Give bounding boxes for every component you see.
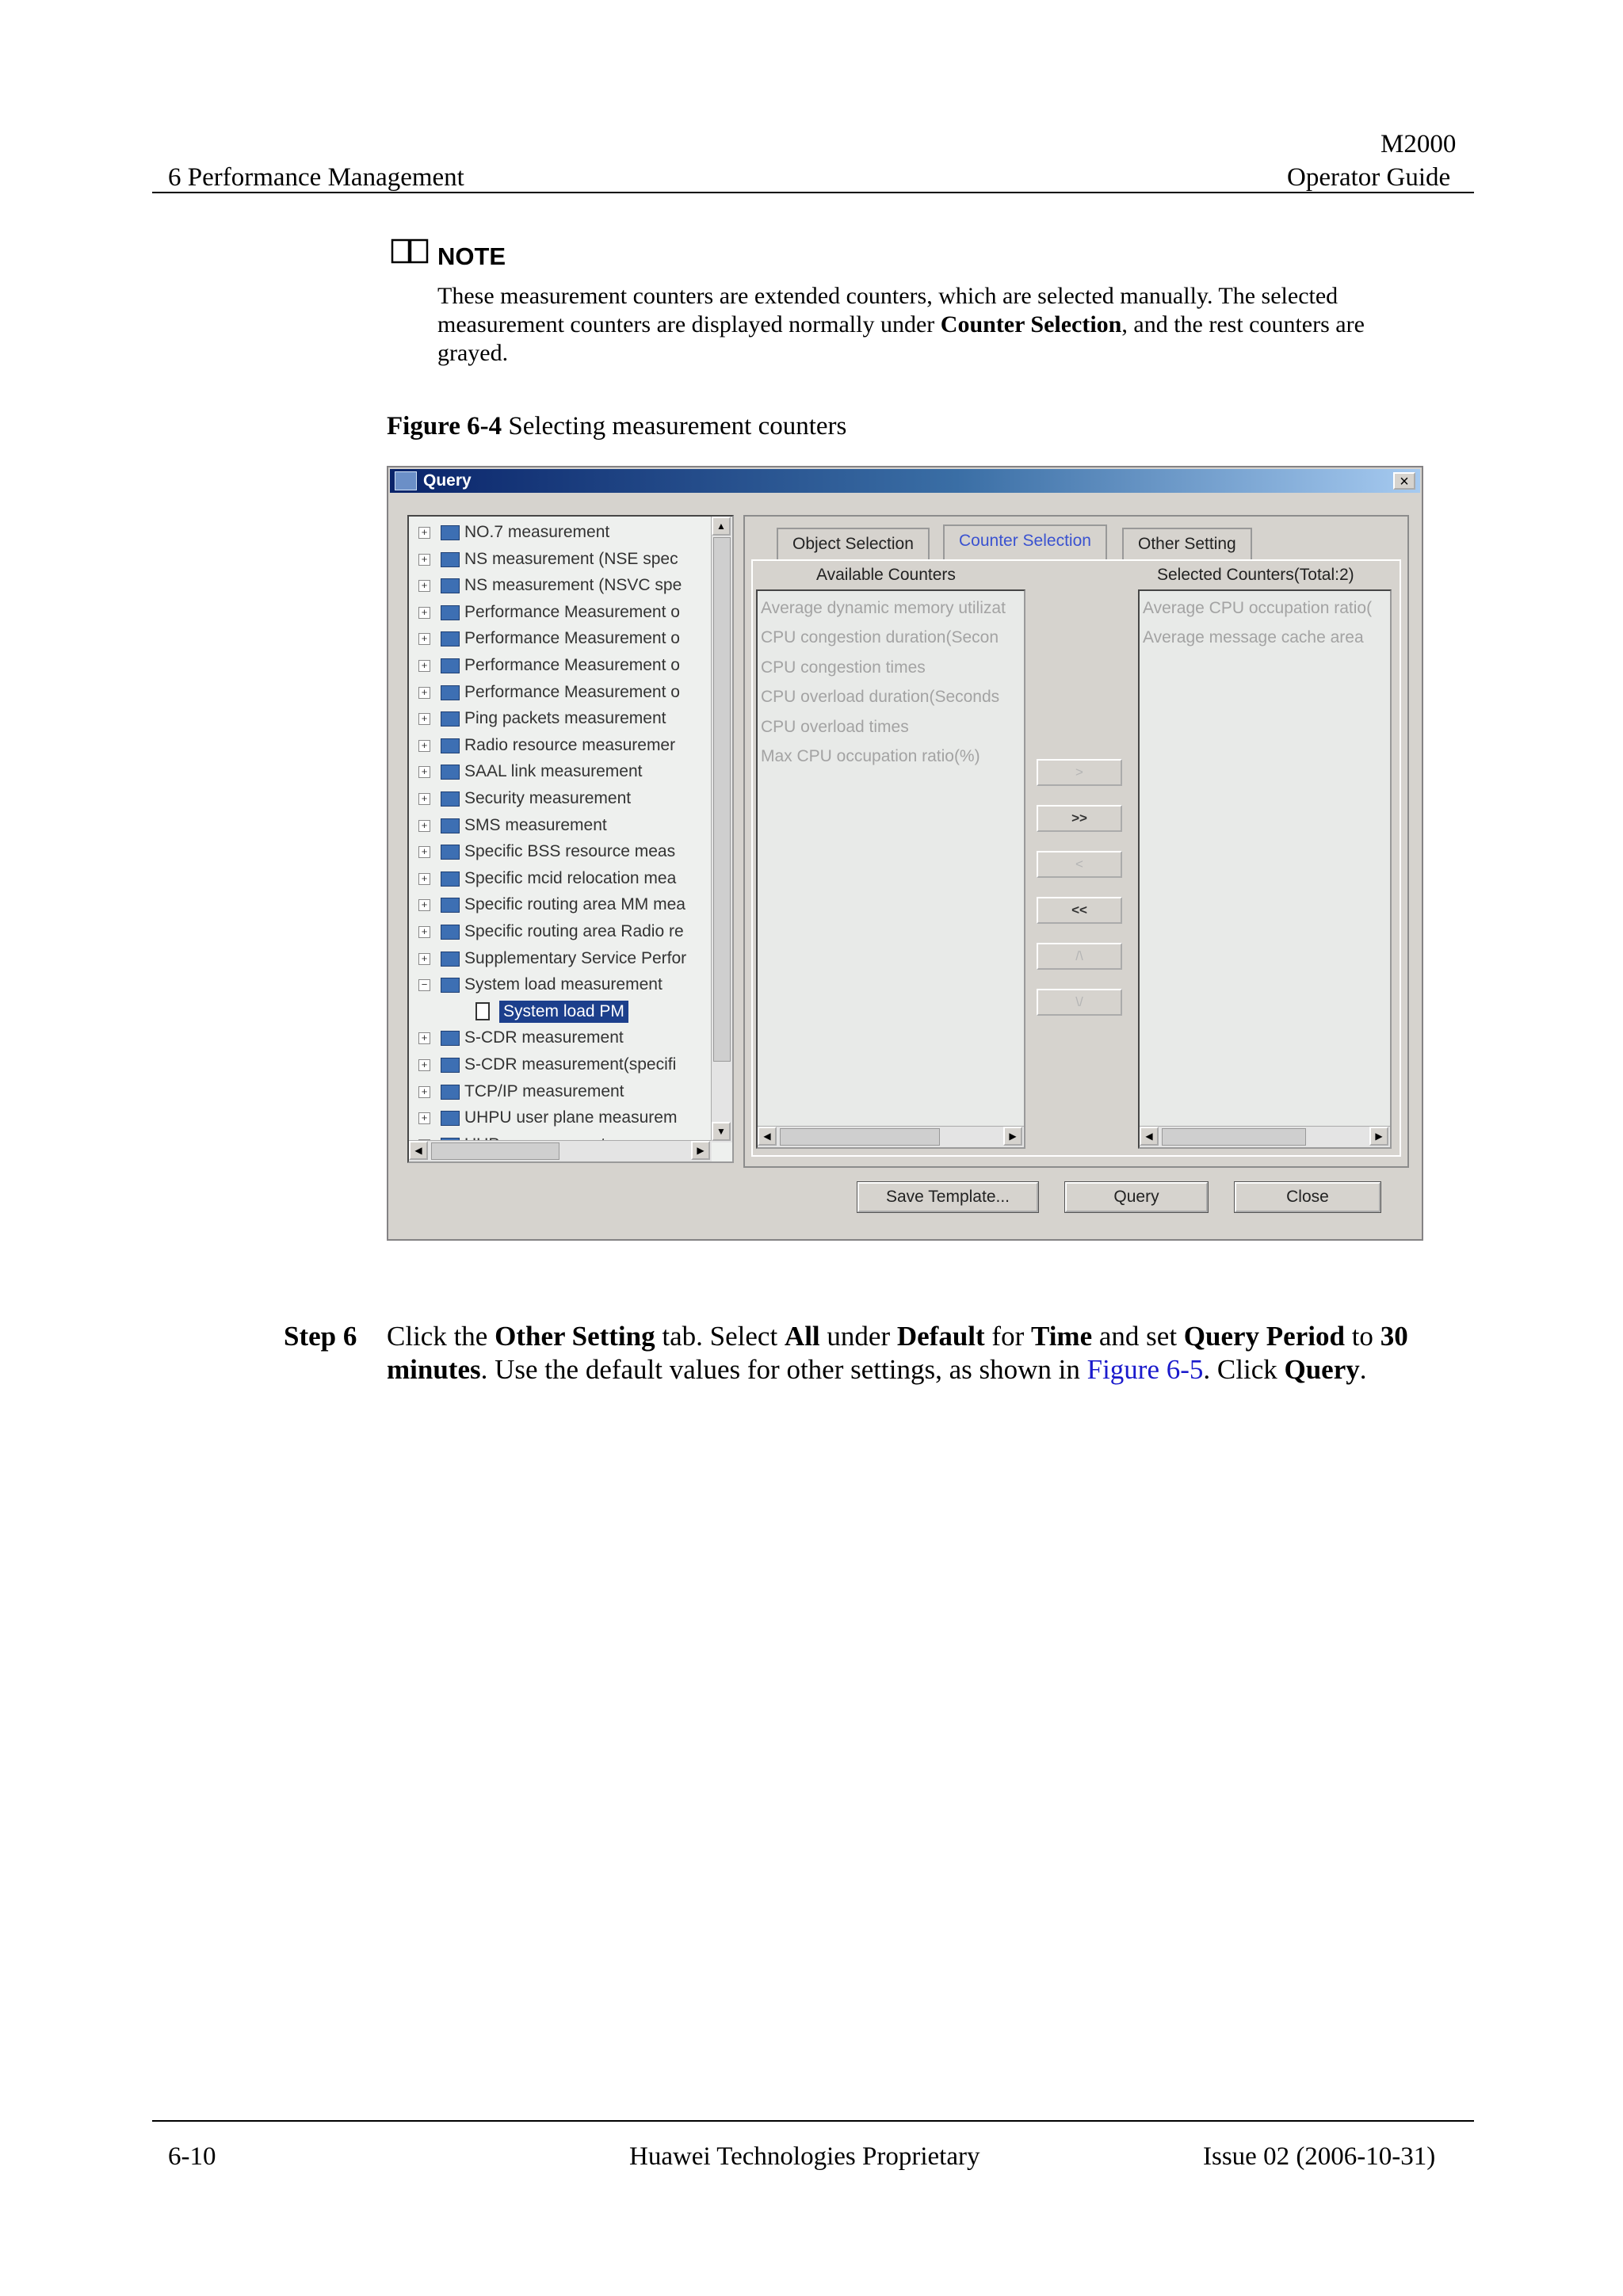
tree-item-label: Performance Measurement o bbox=[464, 602, 680, 621]
tree-item-label: Specific routing area MM mea bbox=[464, 895, 685, 914]
available-counter-item[interactable]: CPU overload duration(Seconds bbox=[761, 688, 1000, 707]
tree-vertical-scrollbar[interactable] bbox=[711, 517, 732, 1142]
expand-icon[interactable]: + bbox=[418, 607, 430, 619]
step-text: Click the Other Setting tab. Select All under Default for Time and set Query Period to 30 minutes. Use the default values for other settings, as shown in Figure 6-5. Click Query. bbox=[387, 1321, 1408, 1385]
tree-item[interactable] bbox=[409, 1052, 734, 1077]
tree-item[interactable] bbox=[409, 1025, 734, 1051]
remove-all-button[interactable]: << bbox=[1037, 897, 1122, 924]
folder-icon bbox=[441, 845, 460, 860]
expand-icon[interactable]: + bbox=[418, 899, 430, 911]
book-icon bbox=[390, 238, 430, 265]
tree-item-label: Performance Measurement o bbox=[464, 629, 680, 648]
folder-icon bbox=[441, 685, 460, 700]
expand-icon[interactable]: + bbox=[418, 527, 430, 539]
figure-caption: Figure 6-4 Selecting measurement counters bbox=[387, 412, 847, 441]
close-button[interactable]: Close bbox=[1235, 1182, 1381, 1212]
available-counter-item[interactable]: CPU congestion duration(Secon bbox=[761, 628, 999, 647]
folder-icon bbox=[441, 711, 460, 727]
collapse-icon[interactable]: − bbox=[418, 979, 430, 991]
move-up-button[interactable]: /\ bbox=[1037, 943, 1122, 970]
tree-item-label: Ping packets measurement bbox=[464, 709, 666, 728]
folder-icon bbox=[441, 578, 460, 593]
selected-counter-item[interactable]: Average message cache area bbox=[1143, 628, 1364, 647]
selected-counters-header: Selected Counters(Total:2) bbox=[1157, 566, 1354, 584]
tree-item-label: Radio resource measuremer bbox=[464, 735, 676, 754]
folder-icon bbox=[441, 738, 460, 753]
selected-hscrollbar[interactable] bbox=[1140, 1126, 1390, 1147]
folder-icon bbox=[441, 1085, 460, 1100]
folder-icon bbox=[441, 631, 460, 646]
tree-item[interactable] bbox=[409, 680, 734, 705]
scroll-left-icon[interactable]: ◀ bbox=[758, 1127, 777, 1146]
footer-company: Huawei Technologies Proprietary bbox=[629, 2142, 980, 2171]
tree-item[interactable] bbox=[409, 786, 734, 811]
expand-icon[interactable]: + bbox=[418, 766, 430, 778]
step-label: Step 6 bbox=[284, 1321, 357, 1352]
tree-item-label: Supplementary Service Perfor bbox=[464, 948, 687, 967]
save-template-button[interactable]: Save Template... bbox=[857, 1182, 1038, 1212]
expand-icon[interactable]: + bbox=[418, 660, 430, 672]
expand-icon[interactable]: + bbox=[418, 740, 430, 752]
app-icon bbox=[395, 471, 417, 490]
tree-hscroll-thumb[interactable] bbox=[431, 1142, 559, 1160]
expand-icon[interactable]: + bbox=[418, 687, 430, 699]
tree-item[interactable] bbox=[409, 733, 734, 758]
tree-item-label: NO.7 measurement bbox=[464, 523, 610, 541]
folder-icon bbox=[441, 978, 460, 993]
tree-item-label: NS measurement (NSVC spe bbox=[464, 576, 682, 595]
available-counter-item[interactable]: Max CPU occupation ratio(%) bbox=[761, 747, 980, 765]
expand-icon[interactable]: + bbox=[418, 1112, 430, 1124]
tree-item[interactable] bbox=[409, 653, 734, 678]
folder-icon bbox=[441, 552, 460, 567]
tree-item-label: NS measurement (NSE spec bbox=[464, 549, 678, 568]
tab-other-setting[interactable]: Other Setting bbox=[1122, 528, 1252, 559]
tree-item[interactable] bbox=[409, 813, 734, 838]
folder-icon bbox=[441, 765, 460, 780]
folder-icon bbox=[441, 605, 460, 620]
tree-item[interactable] bbox=[409, 1105, 734, 1131]
header-product: M2000 bbox=[1381, 130, 1457, 158]
expand-icon[interactable]: + bbox=[418, 713, 430, 725]
tab-object-selection[interactable]: Object Selection bbox=[777, 528, 930, 559]
tree-item-label: S-CDR measurement bbox=[464, 1028, 624, 1047]
expand-icon[interactable]: + bbox=[418, 873, 430, 885]
tab-counter-selection[interactable]: Counter Selection bbox=[943, 524, 1107, 561]
note-text: These measurement counters are extended counters, which are selected manually. The selected measurement counters are displayed normally under Counter Selection, and the rest counters are grayed. bbox=[437, 283, 1365, 366]
tree-item[interactable] bbox=[409, 573, 734, 598]
expand-icon[interactable]: + bbox=[418, 554, 430, 566]
close-icon[interactable]: × bbox=[1393, 472, 1415, 490]
tree-item[interactable] bbox=[409, 972, 734, 997]
folder-icon bbox=[441, 898, 460, 913]
note-title: NOTE bbox=[437, 242, 506, 270]
tree-item[interactable] bbox=[409, 706, 734, 731]
tree-item-label: Specific routing area Radio re bbox=[464, 922, 684, 940]
query-button[interactable]: Query bbox=[1065, 1182, 1208, 1212]
tree-item[interactable] bbox=[409, 520, 734, 545]
dialog-titlebar bbox=[390, 469, 1420, 493]
available-counter-item[interactable]: CPU congestion times bbox=[761, 658, 926, 677]
tree-item-label: Specific mcid relocation mea bbox=[464, 868, 677, 887]
folder-icon bbox=[441, 818, 460, 833]
scroll-left-icon[interactable]: ◀ bbox=[409, 1141, 428, 1160]
scroll-down-icon[interactable]: ▼ bbox=[712, 1122, 731, 1141]
scroll-left-icon[interactable]: ◀ bbox=[1140, 1127, 1159, 1146]
expand-icon[interactable]: + bbox=[418, 820, 430, 832]
tree-item-label: TCP/IP measurement bbox=[464, 1081, 624, 1100]
folder-icon bbox=[441, 1111, 460, 1126]
tree-item-selected[interactable] bbox=[409, 999, 734, 1024]
add-button[interactable]: > bbox=[1037, 759, 1122, 786]
move-down-button[interactable]: \/ bbox=[1037, 989, 1122, 1016]
header-guide: Operator Guide bbox=[1287, 163, 1451, 192]
tree-item-label: Security measurement bbox=[464, 789, 632, 807]
add-all-button[interactable]: >> bbox=[1037, 805, 1122, 832]
counter-selection-pane bbox=[751, 559, 1401, 1157]
footer-issue: Issue 02 (2006-10-31) bbox=[1203, 2142, 1436, 2171]
tree-item[interactable] bbox=[409, 547, 734, 572]
scroll-up-icon[interactable]: ▲ bbox=[712, 517, 731, 536]
footer-page: 6-10 bbox=[168, 2142, 216, 2171]
tree-item-label: S-CDR measurement(specifi bbox=[464, 1055, 677, 1074]
tree-item-label: UHPU user plane measurem bbox=[464, 1108, 678, 1127]
tree-item[interactable] bbox=[409, 1079, 734, 1104]
figure-6-5-link[interactable]: Figure 6-5 bbox=[1086, 1354, 1204, 1385]
document-icon bbox=[475, 1002, 490, 1020]
expand-icon[interactable]: + bbox=[418, 633, 430, 645]
expand-icon[interactable]: + bbox=[418, 846, 430, 858]
folder-icon bbox=[441, 658, 460, 673]
expand-icon[interactable]: + bbox=[418, 926, 430, 938]
tree-item[interactable] bbox=[409, 600, 734, 625]
tree-item[interactable] bbox=[409, 626, 734, 651]
tree-item-label: System load measurement bbox=[464, 975, 663, 994]
tree-item-label: Performance Measurement o bbox=[464, 656, 680, 674]
available-hscroll-thumb[interactable] bbox=[780, 1128, 940, 1146]
expand-icon[interactable]: + bbox=[418, 1059, 430, 1071]
expand-icon[interactable]: + bbox=[418, 580, 430, 592]
available-counter-item[interactable]: CPU overload times bbox=[761, 717, 909, 736]
expand-icon[interactable]: + bbox=[418, 953, 430, 965]
expand-icon[interactable]: + bbox=[418, 1032, 430, 1044]
tree-item[interactable] bbox=[409, 759, 734, 784]
tree-item-label: Performance Measurement o bbox=[464, 682, 680, 701]
folder-icon bbox=[441, 925, 460, 940]
tree-item-label: SAAL link measurement bbox=[464, 762, 643, 781]
query-dialog bbox=[387, 466, 1423, 1241]
tree-item-label: System load PM bbox=[499, 1001, 628, 1023]
scroll-right-icon[interactable]: ▶ bbox=[1003, 1127, 1022, 1146]
tree-item[interactable] bbox=[409, 892, 734, 917]
selected-hscroll-thumb[interactable] bbox=[1162, 1128, 1306, 1146]
remove-button[interactable]: < bbox=[1037, 851, 1122, 878]
tree-item[interactable] bbox=[409, 866, 734, 891]
selected-counters-list[interactable] bbox=[1138, 589, 1392, 1149]
tree-scroll-thumb[interactable] bbox=[713, 537, 731, 1062]
header-chapter: 6 Performance Management bbox=[168, 163, 464, 192]
tree-item-label: Specific BSS resource meas bbox=[464, 842, 676, 861]
dialog-title: Query bbox=[423, 471, 472, 490]
folder-icon bbox=[441, 1058, 460, 1073]
folder-icon bbox=[441, 791, 460, 807]
tree-item[interactable] bbox=[409, 839, 734, 864]
header-rule bbox=[152, 192, 1474, 193]
available-hscrollbar[interactable] bbox=[758, 1126, 1024, 1147]
available-counters-header: Available Counters bbox=[816, 566, 956, 584]
footer-rule bbox=[152, 2120, 1474, 2122]
tree-item[interactable] bbox=[409, 919, 734, 944]
scroll-right-icon[interactable]: ▶ bbox=[691, 1141, 710, 1160]
available-counter-item[interactable]: Average dynamic memory utilizat bbox=[761, 599, 1006, 617]
tab-panel bbox=[743, 515, 1409, 1168]
expand-icon[interactable]: + bbox=[418, 793, 430, 805]
selected-counter-item[interactable]: Average CPU occupation ratio( bbox=[1143, 599, 1373, 617]
folder-icon bbox=[441, 525, 460, 540]
scroll-right-icon[interactable]: ▶ bbox=[1369, 1127, 1388, 1146]
tree-horizontal-scrollbar[interactable] bbox=[409, 1140, 712, 1161]
folder-icon bbox=[441, 871, 460, 887]
tree-item-label: SMS measurement bbox=[464, 815, 607, 834]
expand-icon[interactable]: + bbox=[418, 1086, 430, 1098]
available-counters-list[interactable] bbox=[756, 589, 1025, 1149]
measurement-tree[interactable] bbox=[407, 515, 734, 1163]
tree-item[interactable] bbox=[409, 946, 734, 971]
folder-icon bbox=[441, 952, 460, 967]
folder-icon bbox=[441, 1031, 460, 1046]
